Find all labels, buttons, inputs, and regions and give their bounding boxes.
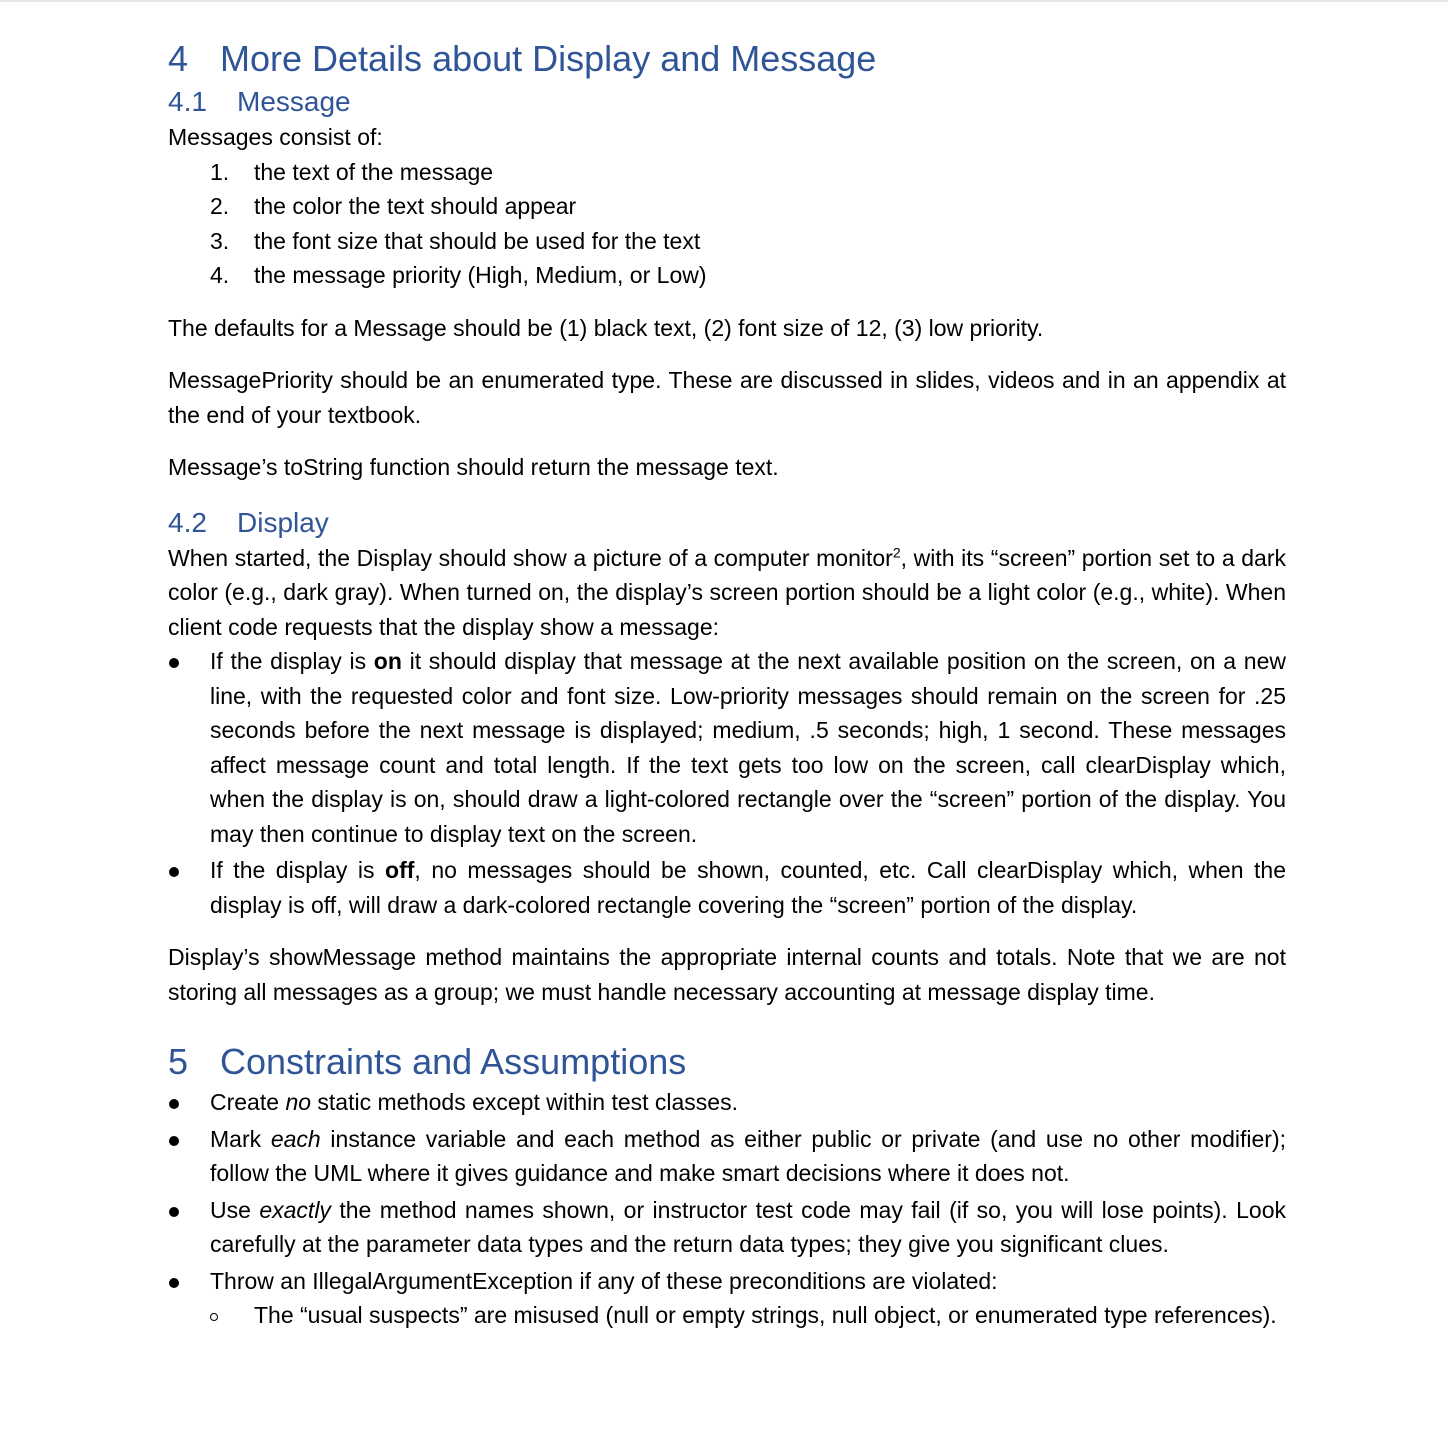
section-5-number: 5 bbox=[168, 1041, 189, 1082]
list-item bbox=[168, 1193, 1286, 1262]
message-intro: Messages consist of: bbox=[168, 124, 383, 150]
list-item bbox=[168, 1264, 1286, 1299]
section-4-2-heading bbox=[168, 505, 1286, 541]
section-4-2-title: Display bbox=[237, 506, 329, 538]
top-edge-line bbox=[0, 0, 1448, 2]
bullet-icon bbox=[169, 867, 179, 877]
list-item-text: the message priority (High, Medium, or Low) bbox=[254, 262, 707, 288]
list-item bbox=[168, 1122, 1286, 1191]
bullet-icon bbox=[169, 1099, 179, 1109]
display-intro-text-b: , with its “screen” portion set to a dark color (e.g., dark gray). When turned on, the display’s screen portion should be a light color (e.g., white). When client code requests that the display show a message: bbox=[168, 544, 1286, 640]
bullet-text-post: , no messages should be shown, counted, etc. Call clearDisplay which, when the display is off, will draw a dark-colored rectangle covering the “screen” portion of the display. bbox=[210, 857, 1286, 918]
list-item bbox=[168, 189, 1286, 224]
hollow-bullet-icon bbox=[210, 1313, 218, 1321]
message-priority-paragraph: MessagePriority should be an enumerated type. These are discussed in slides, videos and in an appendix at the end of your textbook. bbox=[168, 367, 1286, 428]
italic-no: no bbox=[285, 1089, 312, 1115]
list-item-number: 2. bbox=[210, 193, 230, 219]
section-4-1-number: 4.1 bbox=[168, 86, 207, 117]
list-item-number: 4. bbox=[210, 262, 230, 288]
section-4-1-heading bbox=[168, 84, 1286, 120]
section-4-number: 4 bbox=[168, 38, 189, 79]
list-item bbox=[168, 1085, 1286, 1120]
bullet-icon bbox=[169, 1207, 179, 1217]
section-4-1-title: Message bbox=[237, 86, 351, 117]
footnote-reference: 2 bbox=[892, 543, 901, 560]
bullet-icon bbox=[169, 658, 179, 668]
bold-on: on bbox=[373, 648, 402, 674]
document-content bbox=[168, 36, 1286, 1333]
bullet-icon bbox=[169, 1278, 179, 1288]
bullet-text-post: static methods except within test classes. bbox=[311, 1089, 738, 1115]
section-4-title: More Details about Display and Message bbox=[220, 38, 877, 79]
display-intro-text-a: When started, the Display should show a picture of a computer monitor bbox=[168, 544, 893, 571]
list-item-number: 3. bbox=[210, 227, 230, 254]
preconditions-sublist bbox=[168, 1298, 1286, 1333]
italic-each: each bbox=[270, 1125, 321, 1152]
list-item-number: 1. bbox=[210, 158, 230, 185]
message-defaults-paragraph: The defaults for a Message should be (1) black text, (2) font size of 12, (3) low priority. bbox=[168, 314, 1044, 341]
bullet-text-post: the method names shown, or instructor test code may fail (if so, you will lose points). Look carefully at the parameter data types and the return data types; they give you significant clues. bbox=[210, 1196, 1287, 1257]
list-item bbox=[168, 224, 1286, 259]
list-item bbox=[168, 644, 1286, 851]
bold-off: off bbox=[385, 857, 415, 883]
list-item bbox=[168, 1298, 1286, 1333]
bullet-text-post: it should display that message at the next available position on the screen, on a new line, with the requested color and font size. Low-priority messages should remain on the screen for .25 seconds before the next message is displayed; medium, .5 seconds; high, 1 second. These messages affect message count and total length. If the text gets too low on the screen, call clearDisplay which, when the display is on, should draw a light-colored rectangle over the “screen” portion of the display. You may then continue to display text on the screen. bbox=[210, 648, 1286, 847]
list-item-text: the text of the message bbox=[254, 158, 494, 185]
message-parts-list bbox=[168, 155, 1286, 293]
bullet-text-pre: Create bbox=[210, 1089, 286, 1115]
list-item bbox=[168, 258, 1286, 293]
section-4-2-number: 4.2 bbox=[168, 506, 207, 538]
sub-bullet-text: The “usual suspects” are misused (null or empty strings, null object, or enumerated type references). bbox=[254, 1302, 1277, 1328]
bullet-icon bbox=[169, 1136, 179, 1146]
bullet-text-pre: Use bbox=[210, 1196, 260, 1223]
section-5-title: Constraints and Assumptions bbox=[220, 1041, 687, 1082]
bullet-text-pre: Mark bbox=[210, 1125, 271, 1152]
list-item bbox=[168, 155, 1286, 190]
section-4-heading bbox=[168, 36, 1286, 82]
display-closing-paragraph: Display’s showMessage method maintains the appropriate internal counts and totals. Note that we are not storing all messages as a group; we must handle necessary accounting at message display time. bbox=[168, 944, 1286, 1005]
constraints-list bbox=[168, 1085, 1286, 1298]
bullet-text-post: instance variable and each method as either public or private (and use no other modifier); follow the UML where it gives guidance and make smart decisions where it does not. bbox=[210, 1125, 1286, 1186]
message-tostring-paragraph: Message’s toString function should return the message text. bbox=[168, 454, 779, 480]
list-item-text: the font size that should be used for the text bbox=[254, 227, 701, 254]
list-item bbox=[168, 853, 1286, 922]
bullet-text-pre: If the display is bbox=[210, 648, 374, 674]
section-5-heading bbox=[168, 1039, 1286, 1085]
list-item-text: the color the text should appear bbox=[254, 193, 577, 219]
italic-exactly: exactly bbox=[259, 1196, 331, 1223]
display-intro-paragraph bbox=[168, 541, 1286, 645]
display-behavior-list bbox=[168, 644, 1286, 922]
bullet-text: Throw an IllegalArgumentException if any of these preconditions are violated: bbox=[210, 1267, 998, 1294]
bullet-text-pre: If the display is bbox=[210, 857, 386, 883]
